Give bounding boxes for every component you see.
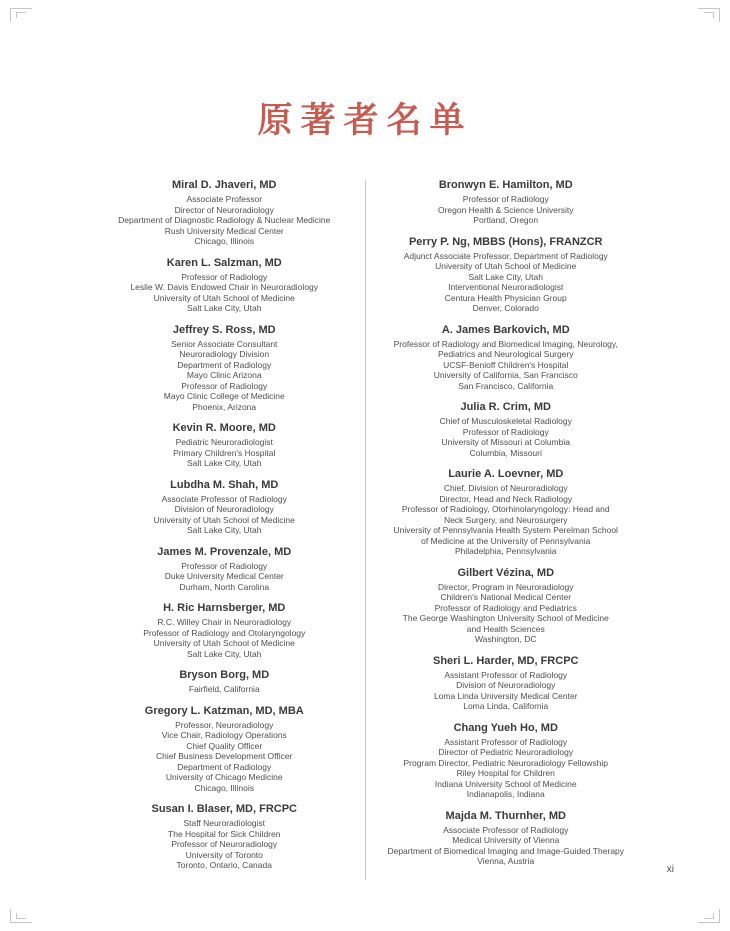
author-detail-line: Salt Lake City, Utah xyxy=(187,458,262,468)
author-detail-line: Professor of Radiology xyxy=(181,560,268,571)
author-detail-line: Riley Hospital for Children xyxy=(456,768,555,778)
author-name: Karen L. Salzman, MD xyxy=(166,256,282,269)
author-detail-line: Assistant Professor of Radiology xyxy=(444,669,568,680)
author-entry xyxy=(370,467,643,557)
author-entry xyxy=(370,178,643,226)
author-detail-line: Professor, Neuroradiology xyxy=(175,719,274,730)
author-name: Laurie A. Loevner, MD xyxy=(448,468,564,480)
author-entry xyxy=(370,809,643,867)
author-detail-line: Associate Professor of Radiology xyxy=(161,493,287,504)
author-detail-line: Neck Surgery, and Neurosurgery xyxy=(443,514,568,525)
author-entry xyxy=(88,178,361,247)
author-entry xyxy=(88,668,361,695)
crop-mark-top-left xyxy=(10,8,32,22)
page-number: xi xyxy=(666,864,674,875)
author-name: H. Ric Harnsberger, MD xyxy=(163,602,286,614)
author-name: Susan I. Blaser, MD, FRCPC xyxy=(151,803,297,815)
author-detail-line: Vienna, Austria xyxy=(477,856,535,866)
author-name: Sheri L. Harder, MD, FRCPC xyxy=(433,654,579,667)
author-detail-line: Professor of Radiology xyxy=(462,426,549,437)
author-detail-line: Children's National Medical Center xyxy=(440,592,572,602)
author-detail-line: Associate Professor xyxy=(186,194,263,204)
author-name: Chang Yueh Ho, MD xyxy=(453,721,558,734)
author-detail-line: Division of Neuroradiology xyxy=(174,504,274,514)
author-name: Julia R. Crim, MD xyxy=(460,401,551,413)
author-detail-line: University of Utah School of Medicine xyxy=(153,292,295,303)
author-name: Miral D. Jhaveri, MD xyxy=(171,179,277,191)
author-detail-line: Fairfield, California xyxy=(188,684,260,694)
author-entry xyxy=(88,704,361,794)
author-entry xyxy=(88,421,361,469)
author-detail-line: of Medicine at the University of Pennsylvania xyxy=(421,535,591,546)
author-detail-line: Portland, Oregon xyxy=(473,215,539,225)
author-detail-line: Denver, Colorado xyxy=(472,303,539,313)
author-detail-line: Department of Radiology xyxy=(177,359,272,370)
author-detail-line: Primary Children's Hospital xyxy=(173,447,276,458)
author-name: James M. Provenzale, MD xyxy=(157,545,292,558)
author-detail-line: Salt Lake City, Utah xyxy=(468,271,543,282)
author-detail-line: The George Washington University School of Medicine xyxy=(402,613,609,623)
author-detail-line: University of Chicago Medicine xyxy=(165,772,283,782)
author-detail-line: Professor of Radiology xyxy=(462,194,549,204)
author-detail-line: Chief, Division of Neuroradiology xyxy=(443,483,568,493)
author-entry xyxy=(370,654,643,712)
author-detail-line: Division of Neuroradiology xyxy=(456,680,556,690)
author-detail-line: Professor of Radiology and Pediatrics xyxy=(434,602,577,613)
authors-column-left xyxy=(86,178,363,880)
author-name: Lubdha M. Shah, MD xyxy=(170,478,279,491)
author-detail-line: University of Utah School of Medicine xyxy=(435,261,577,271)
author-detail-line: Centura Health Physician Group xyxy=(444,292,567,303)
author-entry xyxy=(370,721,643,800)
author-detail-line: Washington, DC xyxy=(474,634,537,644)
author-detail-line: University of Toronto xyxy=(185,849,263,860)
author-entry xyxy=(88,478,361,536)
author-detail-line: University of California, San Francisco xyxy=(433,370,578,380)
author-detail-line: Adjunct Associate Professor, Department of Radiology xyxy=(403,250,608,261)
author-detail-line: Department of Diagnostic Radiology & Nuclear Medicine xyxy=(118,215,331,225)
author-detail-line: Assistant Professor of Radiology xyxy=(444,736,568,747)
page-title: 原著者名单 xyxy=(257,101,473,141)
author-name: Bronwyn E. Hamilton, MD xyxy=(438,179,573,191)
author-detail-line: Duke University Medical Center xyxy=(164,571,284,581)
author-detail-line: San Francisco, California xyxy=(458,380,554,391)
author-detail-line: Associate Professor of Radiology xyxy=(443,824,569,835)
author-detail-line: Durham, North Carolina xyxy=(179,581,270,592)
author-detail-line: Medical University of Vienna xyxy=(452,835,560,845)
author-entry xyxy=(88,545,361,593)
author-detail-line: Professor of Radiology, Otorhinolaryngology: Head and xyxy=(401,504,610,514)
author-detail-line: R.C. Willey Chair in Neuroradiology xyxy=(157,617,292,627)
author-detail-line: Pediatrics and Neurological Surgery xyxy=(437,349,574,359)
author-detail-line: Professor of Radiology and Otolaryngology xyxy=(143,627,306,638)
author-detail-line: and Health Sciences xyxy=(466,623,545,634)
author-detail-line: Professor of Radiology xyxy=(181,380,268,391)
author-detail-line: Loma Linda University Medical Center xyxy=(433,690,578,701)
author-detail-line: Phoenix, Arizona xyxy=(192,401,257,412)
author-detail-line: Professor of Radiology xyxy=(181,271,268,282)
author-detail-line: Professor of Neuroradiology xyxy=(171,839,278,849)
authors-column-right xyxy=(368,178,645,880)
author-detail-line: University of Pennsylvania Health System Perelman School xyxy=(393,525,618,535)
author-entry xyxy=(88,802,361,871)
crop-mark-bottom-right xyxy=(698,909,720,923)
author-name: Kevin R. Moore, MD xyxy=(172,422,276,434)
author-entry xyxy=(88,323,361,413)
author-detail-line: Indianapolis, Indiana xyxy=(466,789,545,799)
author-detail-line: Director, Head and Neck Radiology xyxy=(439,493,573,504)
author-detail-line: Mayo Clinic College of Medicine xyxy=(163,391,285,401)
author-detail-line: Chief Business Development Officer xyxy=(156,751,293,761)
author-entry xyxy=(88,256,361,314)
author-detail-line: Professor of Radiology and Biomedical Imaging, Neurology, xyxy=(393,338,618,349)
crop-mark-bottom-left xyxy=(10,909,32,923)
author-entry xyxy=(370,235,643,314)
author-entry xyxy=(88,601,361,659)
author-name: Majda M. Thurnher, MD xyxy=(445,809,566,822)
author-detail-line: Columbia, Missouri xyxy=(469,447,542,458)
author-detail-line: Rush University Medical Center xyxy=(164,225,284,236)
author-detail-line: University of Utah School of Medicine xyxy=(153,514,295,525)
author-detail-line: Program Director, Pediatric Neuroradiology Fellowship xyxy=(403,757,609,768)
author-detail-line: Director of Neuroradiology xyxy=(174,204,274,215)
author-name: Perry P. Ng, MBBS (Hons), FRANZCR xyxy=(408,235,603,248)
author-name: Jeffrey S. Ross, MD xyxy=(172,323,276,336)
author-name: Gregory L. Katzman, MD, MBA xyxy=(144,704,304,717)
author-detail-line: Neuroradiology Division xyxy=(179,349,270,359)
author-detail-line: Interventional Neuroradiologist xyxy=(448,282,564,292)
author-detail-line: UCSF-Benioff Children's Hospital xyxy=(443,359,569,370)
author-detail-line: Oregon Health & Science University xyxy=(437,204,574,215)
crop-mark-top-right xyxy=(698,8,720,22)
author-detail-line: The Hospital for Sick Children xyxy=(168,828,281,839)
author-detail-line: Department of Biomedical Imaging and Image-Guided Therapy xyxy=(387,845,625,856)
column-divider xyxy=(365,180,366,880)
author-detail-line: Pediatric Neuroradiologist xyxy=(175,437,273,447)
author-detail-line: Philadelphia, Pennsylvania xyxy=(454,546,557,556)
author-detail-line: Senior Associate Consultant xyxy=(171,338,278,349)
author-detail-line: University of Utah School of Medicine xyxy=(153,638,295,648)
author-list xyxy=(86,178,644,880)
author-detail-line: Chicago, Illinois xyxy=(194,782,255,793)
author-detail-line: University of Missouri at Columbia xyxy=(441,437,570,447)
author-detail-line: Chief Quality Officer xyxy=(186,740,263,751)
author-detail-line: Staff Neuroradiologist xyxy=(183,818,266,828)
author-detail-line: Mayo Clinic Arizona xyxy=(186,370,262,380)
author-name: Bryson Borg, MD xyxy=(179,669,270,681)
author-detail-line: Chicago, Illinois xyxy=(194,236,255,246)
author-detail-line: Salt Lake City, Utah xyxy=(187,525,262,535)
author-entry xyxy=(370,323,643,392)
author-detail-line: Leslie W. Davis Endowed Chair in Neuroradiology xyxy=(130,282,319,292)
author-detail-line: Salt Lake City, Utah xyxy=(187,303,262,313)
author-detail-line: Director of Pediatric Neuroradiology xyxy=(438,747,574,757)
author-detail-line: Department of Radiology xyxy=(177,761,272,772)
author-name: A. James Barkovich, MD xyxy=(441,323,570,336)
author-detail-line: Chief of Musculoskeletal Radiology xyxy=(439,416,572,426)
author-name: Gilbert Vézina, MD xyxy=(457,566,555,579)
author-detail-line: Indiana University School of Medicine xyxy=(434,778,577,789)
author-entry xyxy=(370,566,643,645)
author-detail-line: Salt Lake City, Utah xyxy=(187,648,262,659)
author-detail-line: Loma Linda, California xyxy=(463,701,549,711)
author-detail-line: Toronto, Ontario, Canada xyxy=(176,860,272,870)
author-detail-line: Vice Chair, Radiology Operations xyxy=(161,730,287,740)
author-detail-line: Director, Program in Neuroradiology xyxy=(437,581,574,592)
author-entry xyxy=(370,400,643,458)
